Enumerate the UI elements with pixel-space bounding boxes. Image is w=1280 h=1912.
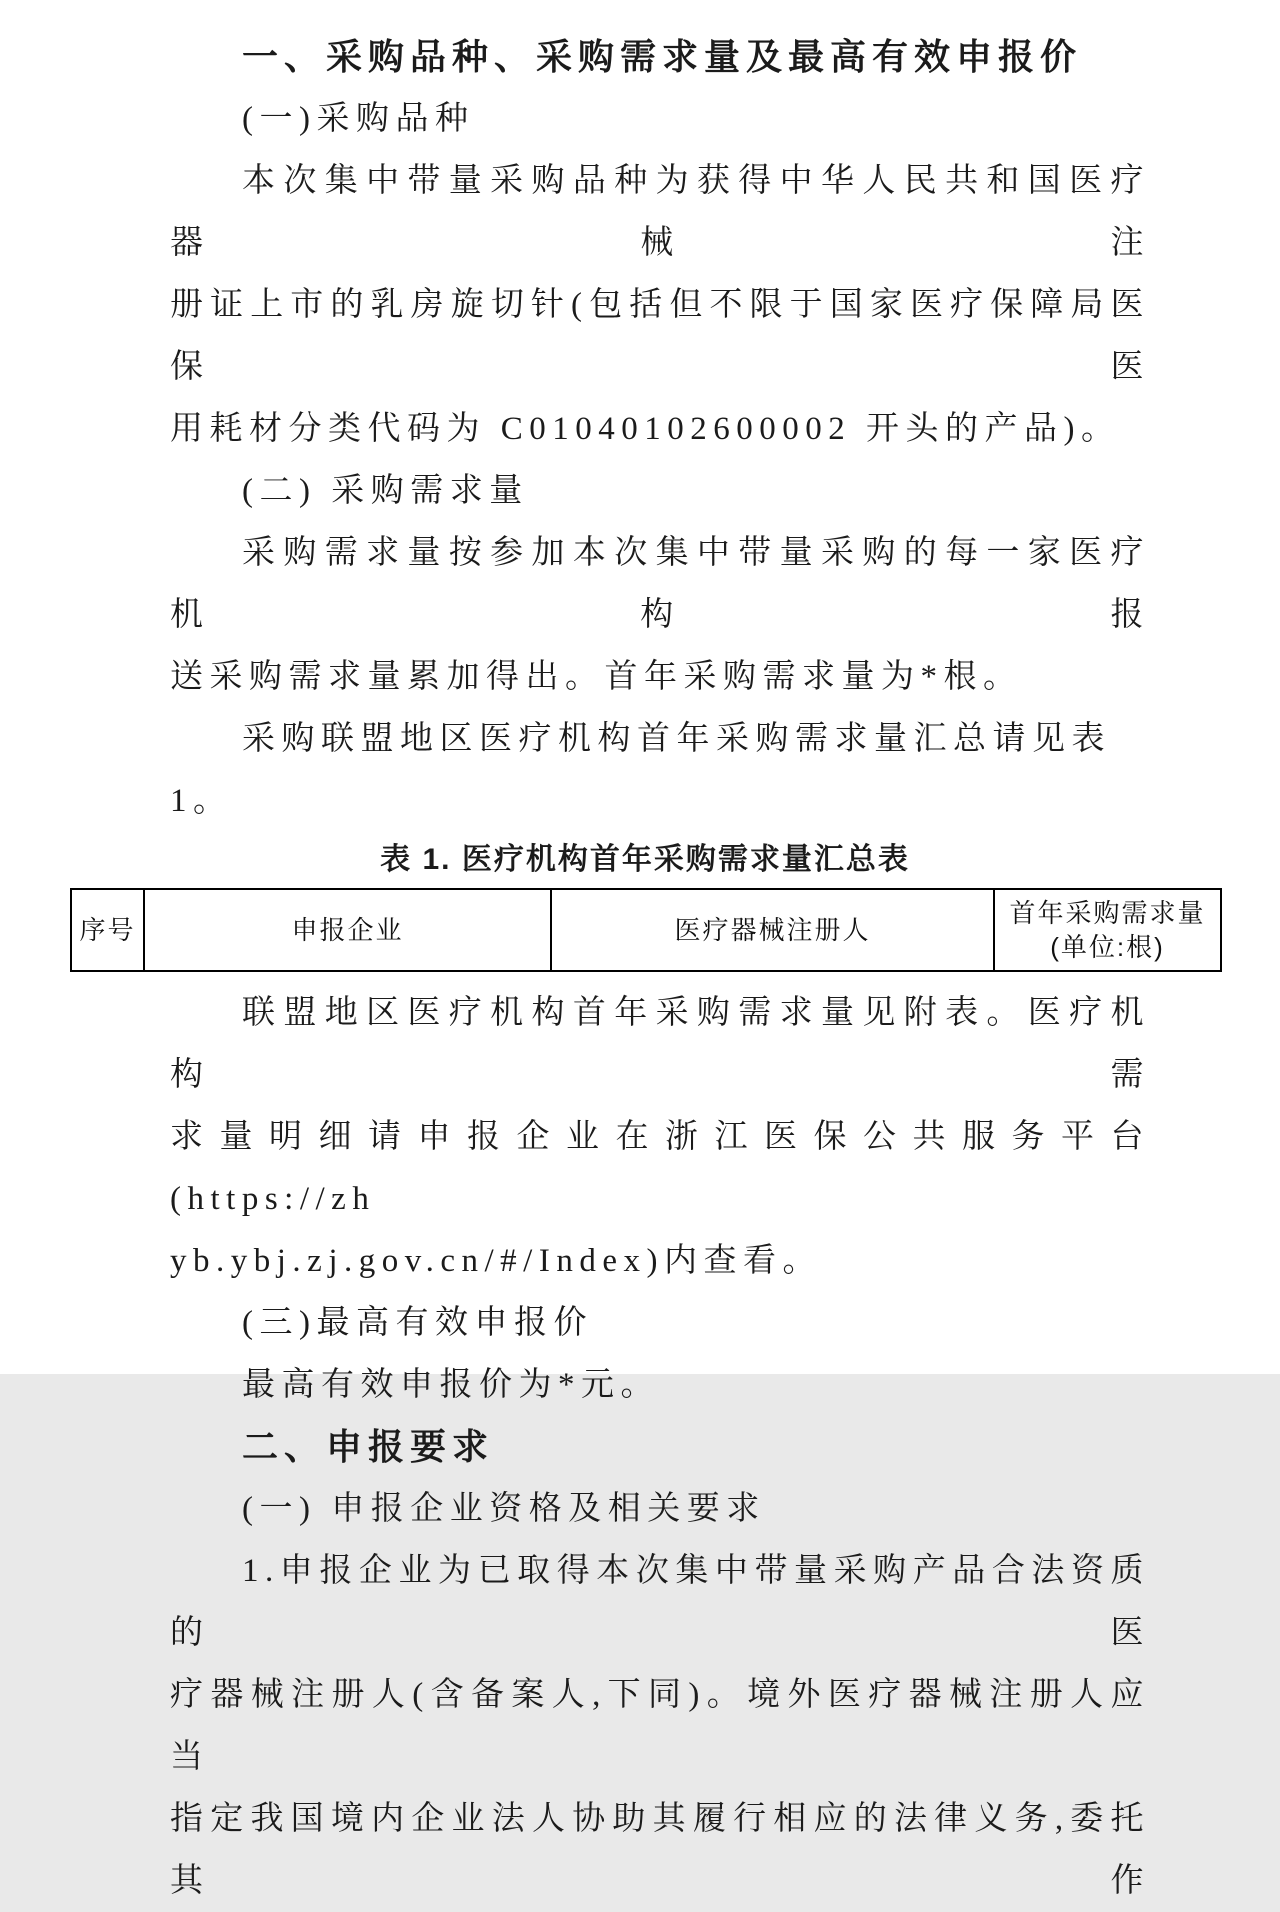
table-header-first-year-demand [994, 889, 1221, 971]
para-line: 册证上市的乳房旋切针(包括但不限于国家医疗保障局医保医 [170, 287, 1150, 385]
table-header-declaring-enterprise: 申报企业 [144, 889, 551, 971]
table-header-row [71, 889, 1221, 971]
demand-summary-table [70, 888, 1222, 972]
para-line: 采购联盟地区医疗机构首年采购需求量汇总请见表 1。 [170, 721, 1111, 819]
subsection-heading-purchase-demand: (二) 采购需求量 [242, 473, 529, 509]
para-line: 最高有效申报价为*元。 [242, 1367, 660, 1403]
subsection-heading-qualification: (一) 申报企业资格及相关要求 [242, 1491, 766, 1527]
para-line: 采购需求量按参加本次集中带量采购的每一家医疗机构报 [170, 535, 1150, 633]
para-line-url: yb.ybj.zj.gov.cn/#/Index)内查看。 [170, 1243, 822, 1279]
para-line: 送采购需求量累加得出。首年采购需求量为*根。 [170, 659, 1023, 695]
table-header-device-registrant: 医疗器械注册人 [551, 889, 994, 971]
subsection-heading-max-valid-price: (三)最高有效申报价 [242, 1305, 593, 1341]
para-line: 求量明细请申报企业在浙江医保公共服务平台(https://zh [170, 1119, 1150, 1217]
table-header-first-year-demand-line2: (单位:根) [1050, 932, 1165, 962]
subsection-heading-purchase-variety: (一)采购品种 [242, 101, 475, 137]
table-header-first-year-demand-line1: 首年采购需求量 [1009, 898, 1206, 928]
para-line: 1.申报企业为已取得本次集中带量采购产品合法资质的医 [170, 1553, 1150, 1651]
para-line: 指定我国境内企业法人协助其履行相应的法律义务,委托其作 [170, 1801, 1150, 1899]
section-2-heading: 二、申报要求 [242, 1426, 495, 1467]
table-caption: 表 1. 医疗机构首年采购需求量汇总表 [380, 843, 910, 876]
para-line: 用耗材分类代码为 C01040102600002 开头的产品)。 [170, 411, 1121, 447]
para-line: 联盟地区医疗机构首年采购需求量见附表。医疗机构需 [170, 995, 1150, 1093]
table-header-serial: 序号 [71, 889, 144, 971]
para-line: 疗器械注册人(含备案人,下同)。境外医疗器械注册人应当 [170, 1677, 1150, 1775]
section-1-heading: 一、采购品种、采购需求量及最高有效申报价 [242, 36, 1083, 77]
demand-summary-table-block [70, 832, 1220, 972]
para-line: 本次集中带量采购品种为获得中华人民共和国医疗器械注 [170, 163, 1150, 261]
